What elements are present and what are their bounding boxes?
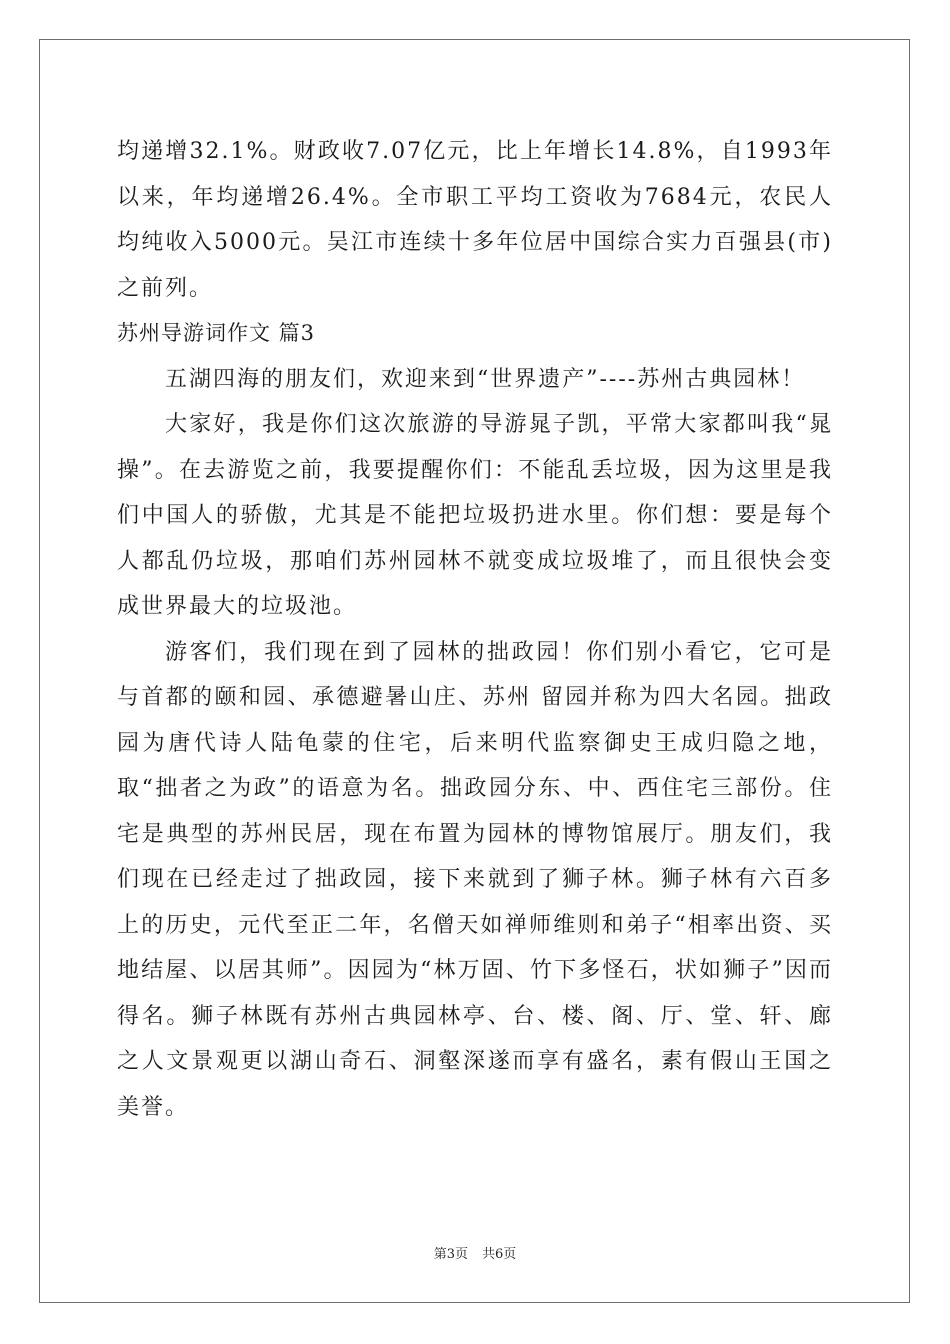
document-body: [117, 129, 833, 1130]
paragraph-gardens: 游客们，我们现在到了园林的拙政园！你们别小看它，它可是与首都的颐和园、承德避暑山庄、苏州 留园并称为四大名园。拙政园为唐代诗人陆龟蒙的住宅，后来明代监察御史王成归隐之地，取“拙者之为政”的语意为名。拙政园分东、中、西住宅三部份。住宅是典型的苏州民居，现在布置为园林的博物馆展厅。朋友们，我们现在已经走过了拙政园，接下来就到了狮子林。狮子林有六百多上的历史，元代至正二年，名僧天如禅师维则和弟子“相率出资、买地结屋、以居其师”。因园为“林万固、竹下多怪石，状如狮子”因而得名。狮子林既有苏州古典园林亭、台、楼、阁、厅、堂、轩、廊之人文景观更以湖山奇石、洞壑深遂而享有盛名，素有假山王国之美誉。: [117, 639, 833, 1120]
paragraph-introduction: 大家好，我是你们这次旅游的导游晁子凯，平常大家都叫我“晁操”。在去游览之前，我要提醒你们：不能乱丢垃圾，因为这里是我们中国人的骄傲，尤其是不能把垃圾扔进水里。你们想：要是每个人都乱仍垃圾，那咱们苏州园林不就变成垃圾堆了，而且很快会变成世界最大的垃圾池。: [117, 412, 833, 619]
page-number: 第3页: [433, 1247, 468, 1262]
page-total: 共6页: [482, 1247, 517, 1262]
page-footer: [0, 1246, 950, 1264]
paragraph-welcome: 五湖四海的朋友们，欢迎来到“世界遗产”----苏州古典园林！: [165, 366, 806, 392]
paragraph-continued: 均递增32.1%。财政收7.07亿元，比上年增长14.8%，自1993年以来，年均递增26.4%。全市职工平均工资收为7684元，农民人均纯收入5000元。吴江市连续十多年位居中国综合实力百强县(市)之前列。: [117, 139, 833, 301]
section-heading: 苏州导游词作文 篇3: [117, 321, 316, 345]
